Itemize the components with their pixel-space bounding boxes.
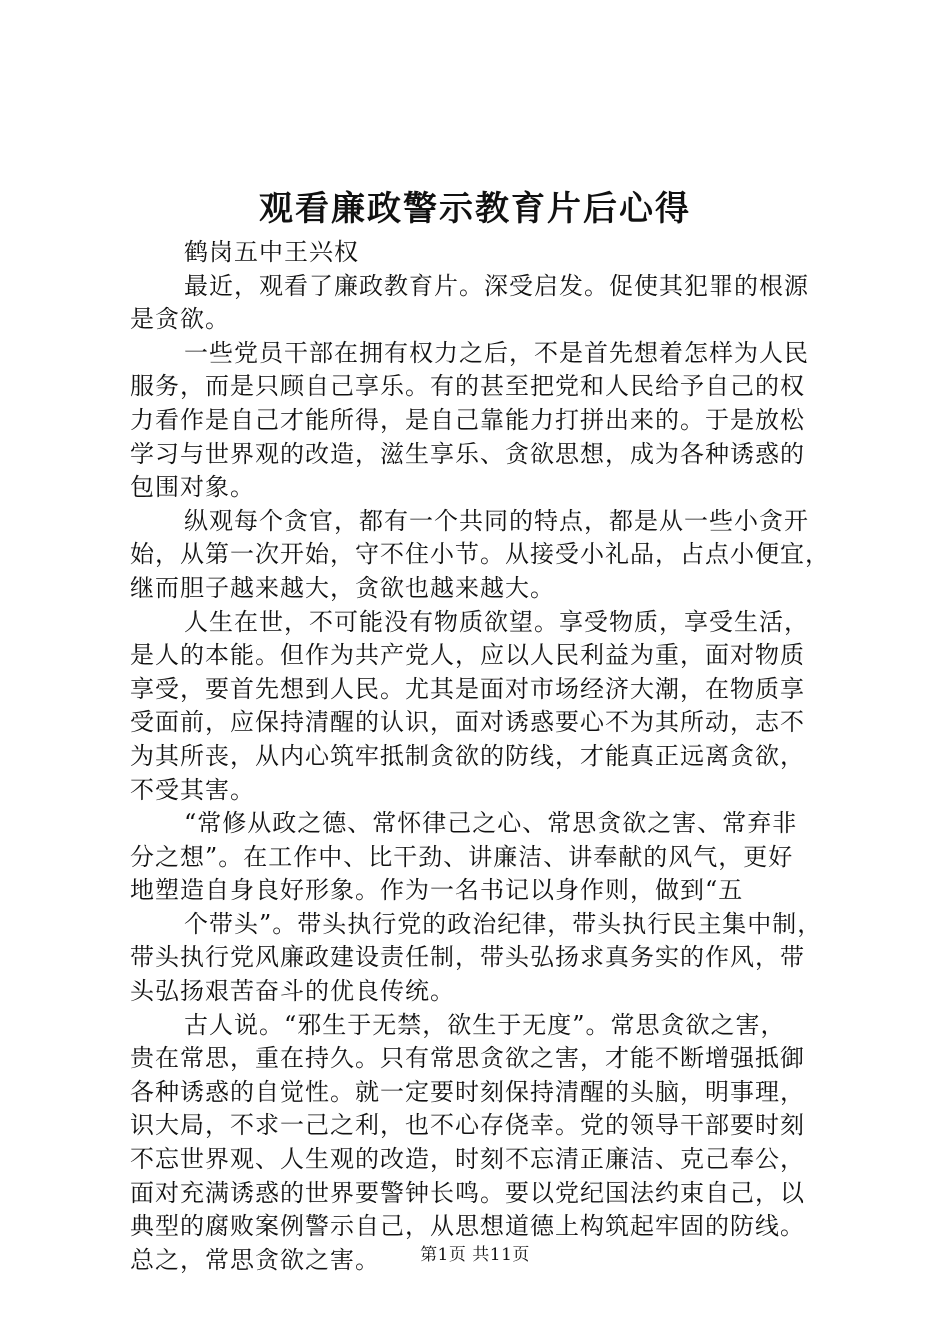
text-line: 地塑造自身良好形象。作为一名书记以身作则，做到“五 [130,876,744,905]
text-line: 典型的腐败案例警示自己，从思想道德上构筑起牢固的防线。 [130,1212,805,1241]
text-line: 一些党员干部在拥有权力之后，不是首先想着怎样为人民 [184,338,809,367]
text-line: 受面前，应保持清醒的认识，面对诱惑要心不为其所动，志不 [130,708,805,737]
text-line: 分之想”。在工作中、比干劲、讲廉洁、讲奉献的风气，更好 [130,842,794,871]
text-line: 包围对象。 [130,473,255,502]
text-line: 总之，常思贪欲之害。 [130,1245,380,1274]
text-line: 享受，要首先想到人民。尤其是面对市场经济大潮，在物质享 [130,674,805,703]
text-line: 面对充满诱惑的世界要警钟长鸣。要以党纪国法约束自己，以 [130,1178,805,1207]
text-line: 继而胆子越来越大，贪欲也越来越大。 [130,573,555,602]
document-body [130,236,830,1277]
text-line: 古人说。“邪生于无禁，欲生于无度”。常思贪欲之害， [184,1010,786,1039]
text-line: 带头执行党风廉政建设责任制，带头弘扬求真务实的作风，带 [130,943,805,972]
text-line: 始，从第一次开始，守不住小节。从接受小礼品，占点小便宜， [130,540,830,569]
text-line: 个带头”。带头执行党的政治纪律，带头执行民主集中制， [184,909,823,938]
text-line: 贵在常思，重在持久。只有常思贪欲之害，才能不断增强抵御 [130,1044,805,1073]
text-line: 为其所丧，从内心筑牢抵制贪欲的防线，才能真正远离贪欲， [130,741,805,770]
text-line: 头弘扬艰苦奋斗的优良传统。 [130,977,455,1006]
page-footer: 第1页 共11页 [420,1245,530,1265]
text-line: 是贪欲。 [130,305,230,334]
text-line: 最近，观看了廉政教育片。深受启发。促使其犯罪的根源 [184,271,809,300]
text-line: 学习与世界观的改造，滋生享乐、贪欲思想，成为各种诱惑的 [130,439,805,468]
text-line: 力看作是自己才能所得，是自己靠能力打拼出来的。于是放松 [130,405,805,434]
text-line: 各种诱惑的自觉性。就一定要时刻保持清醒的头脑，明事理， [130,1077,805,1106]
text-line: 纵观每个贪官，都有一个共同的特点，都是从一些小贪开 [184,506,809,535]
text-line: 不忘世界观、人生观的改造，时刻不忘清正廉洁、克己奉公， [130,1145,805,1174]
text-line: 服务，而是只顾自己享乐。有的甚至把党和人民给予自己的权 [130,372,805,401]
text-line: “常修从政之德、常怀律己之心、常思贪欲之害、常弃非 [184,809,798,838]
author-line: 鹤岗五中王兴权 [184,238,359,266]
document-title: 观看廉政警示教育片后心得 [259,189,691,229]
text-line: 是人的本能。但作为共产党人，应以人民利益为重，面对物质 [130,641,805,670]
text-line: 识大局，不求一己之利，也不心存侥幸。党的领导干部要时刻 [130,1111,805,1140]
text-line: 人生在世，不可能没有物质欲望。享受物质，享受生活， [184,607,809,636]
text-line: 不受其害。 [130,775,255,804]
